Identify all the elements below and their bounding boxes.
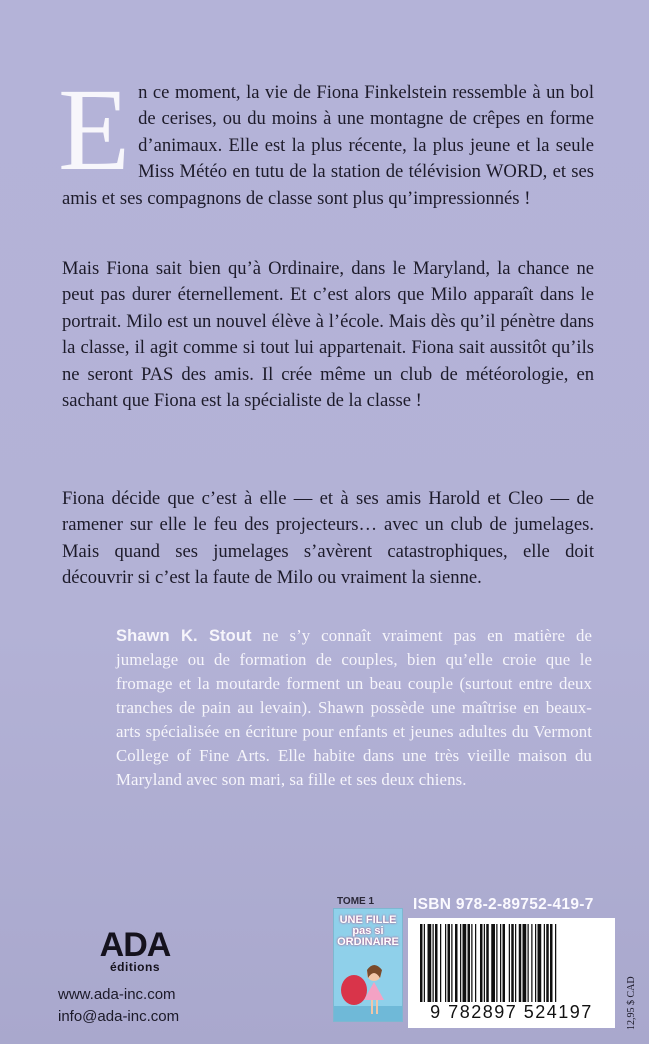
author-name: Shawn K. Stout (116, 627, 252, 645)
publisher-website[interactable]: www.ada-inc.com (58, 986, 176, 1003)
barcode-bar (544, 924, 545, 1002)
barcode-bar (440, 924, 441, 1002)
barcode-bar (448, 924, 451, 1002)
barcode (408, 918, 615, 1028)
barcode-bar (503, 924, 506, 1002)
barcode-bar (486, 924, 489, 1002)
barcode-bar (546, 924, 549, 1002)
barcode-bar (435, 924, 438, 1002)
barcode-bar (428, 924, 432, 1002)
blurb-paragraph-2: Mais Fiona sait bien qu’à Ordinaire, dans le Maryland, la chance ne peut pas durer éternellement. Et c’est alors que Milo apparaît dans le portrait. Milo est un nouvel élève à l’école. Mais dès qu’il pénètre dans la classe, il agit comme si tout lui appartenait. Fiona sait aussitôt qu’ils ne seront PAS des amis. Il crée même un club de météorologie, en sachant que Fiona est la spécialiste de la classe ! (62, 258, 594, 412)
blurb-paragraph-1 (58, 64, 594, 212)
barcode-bar (433, 924, 434, 1002)
author-bio-text: ne s’y connaît vraiment pas en matière de jumelage ou de formation de couples, bien qu’elle croie que le fromage et la moutarde forment un beau couple (surtout entre deux tranches de pain au levain). Shawn possède une maîtrise en beaux-arts spécialisée en écriture pour enfants et jeunes adultes du Vermont College of Fine Arts. Elle habite dans une très vieille maison du Maryland avec son mari, sa fille et ses deux chiens. (116, 626, 592, 789)
drop-cap: E (58, 64, 131, 195)
barcode-bar (519, 924, 522, 1002)
barcode-bars (416, 924, 606, 1002)
barcode-bar (455, 924, 458, 1002)
barcode-bar (511, 924, 514, 1002)
isbn-label: ISBN 978-2-89752-419-7 (413, 896, 594, 913)
girl-illustration-icon (334, 948, 402, 1022)
barcode-bar (424, 924, 425, 1002)
publisher-logo (95, 928, 175, 974)
barcode-bar (509, 924, 510, 1002)
barcode-bar (480, 924, 483, 1002)
barcode-bar (491, 924, 495, 1002)
barcode-bar (500, 924, 501, 1002)
price-label: 12,95 $ CAD (626, 976, 637, 1030)
barcode-bar (535, 924, 536, 1002)
barcode-bar (531, 924, 532, 1002)
barcode-bar (523, 924, 527, 1002)
barcode-digits: 9 782897 524197 (430, 1002, 593, 1022)
barcode-bar (555, 924, 556, 1002)
blurb-paragraph-1-text: n ce moment, la vie de Fiona Finkelstein ressemble à un bol de cerises, ou du moins à une montagne de crêpes en forme d’animaux. Elle est la plus récente, la plus jeune et la seule Miss Météo en tutu de la station de télévision WORD, et ses amis et ses compagnons de classe sont plus qu’impressionnés ! (62, 82, 594, 209)
barcode-bar (463, 924, 467, 1002)
blurb-paragraph-3: Fiona décide que c’est à elle — et à ses amis Harold et Cleo — de ramener sur elle le feu des projecteurs… avec un club de jumelages. Mais quand ses jumelages s’avèrent catastrophiques, elle doit découvrir si c’est la faute de Milo ou vraiment la sienne. (62, 488, 594, 589)
barcode-bar (445, 924, 446, 1002)
publisher-email[interactable]: info@ada-inc.com (58, 1008, 180, 1025)
barcode-bar (515, 924, 516, 1002)
thumbnail-title: UNE FILLE pas si ORDINAIRE (337, 914, 399, 948)
author-bio (116, 624, 592, 792)
barcode-bar (451, 924, 452, 1002)
series-tome-label: TOME 1 (337, 896, 375, 907)
barcode-bar (528, 924, 529, 1002)
publisher-logo-sub: éditions (109, 960, 160, 974)
publisher-logo-mark: ADA (99, 926, 171, 964)
barcode-bar (471, 924, 472, 1002)
book-cover-thumbnail (333, 908, 403, 1022)
barcode-bar (420, 924, 423, 1002)
barcode-bar (484, 924, 485, 1002)
barcode-bar (475, 924, 476, 1002)
barcode-bar (538, 924, 542, 1002)
barcode-bar (550, 924, 553, 1002)
barcode-bar (468, 924, 471, 1002)
barcode-bar (496, 924, 497, 1002)
barcode-bar (460, 924, 461, 1002)
